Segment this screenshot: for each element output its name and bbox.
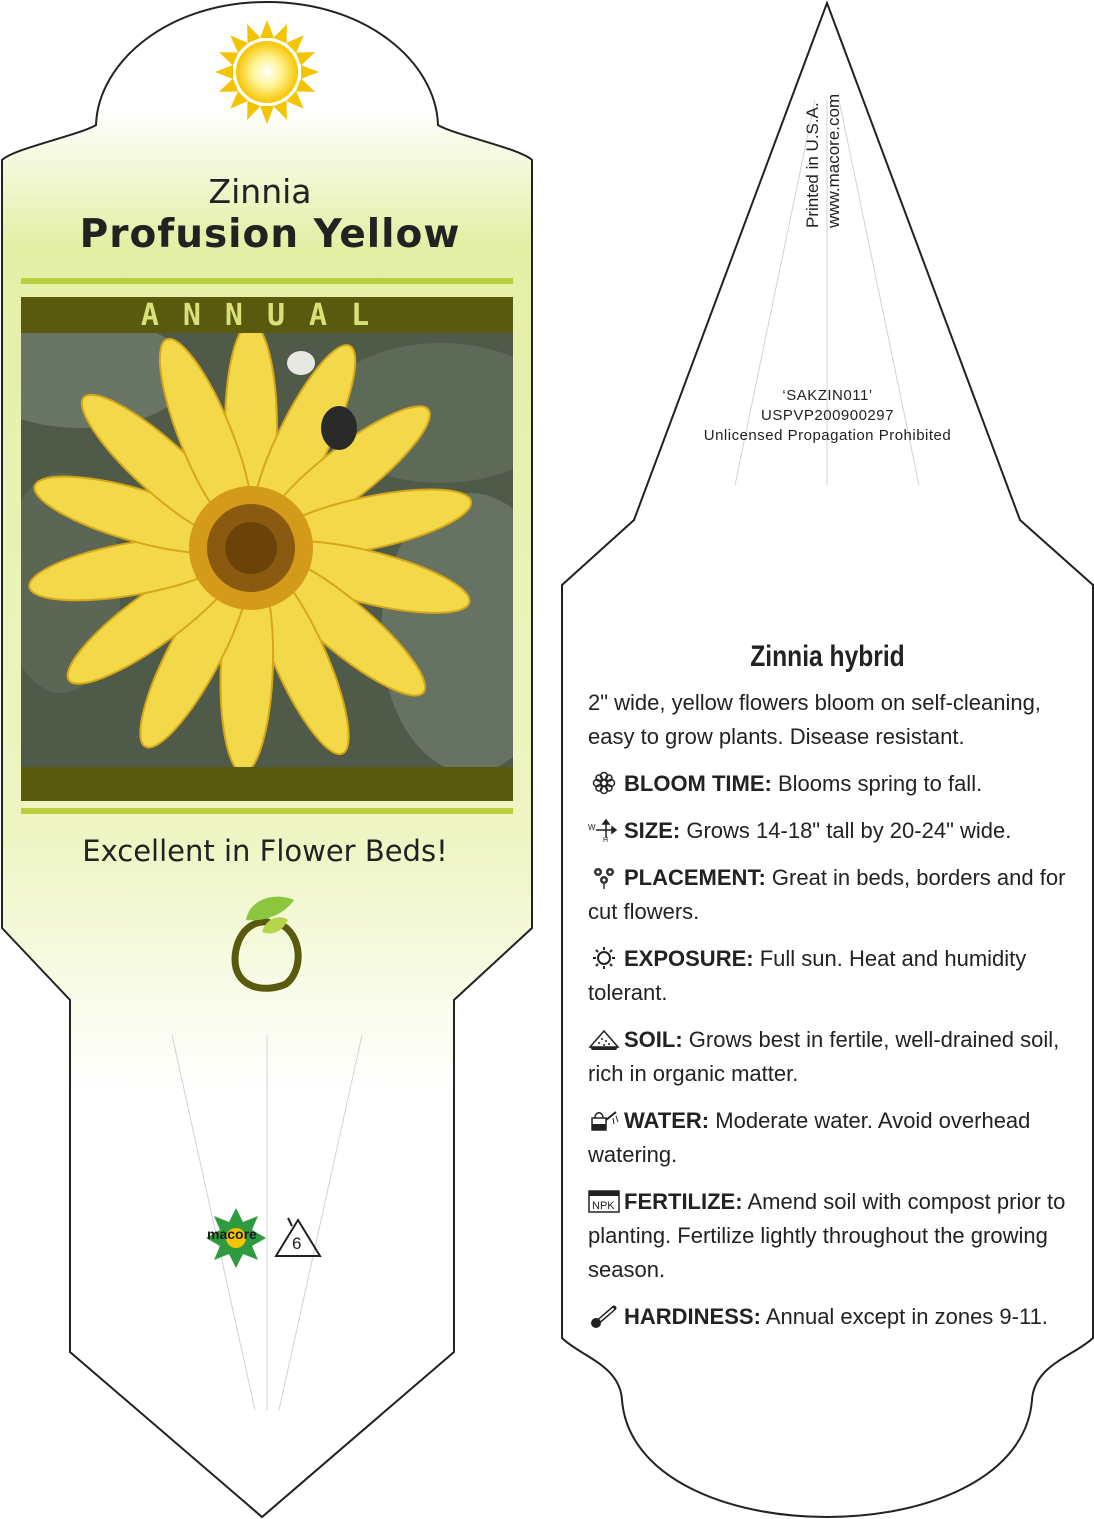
plant-cultivar: Profusion Yellow [79,212,461,257]
attribute-text: Amend soil with compost prior to planting. Fertilize lightly throughout the growing season. [588,1189,1066,1282]
attribute-soil [588,1023,1068,1091]
thermometer-icon [588,1304,620,1328]
patent-number: USPVP200900297 [761,407,894,424]
tagline: Excellent in Flower Beds! [82,834,448,868]
attribute-text: Full sun. Heat and humidity tolerant. [588,946,1027,1005]
attribute-placement [588,861,1068,929]
tagline-rule [21,808,513,814]
attribute-hardiness [588,1300,1068,1334]
attribute-text: Great in beds, borders and for cut flowers. [588,865,1066,924]
attribute-label: SOIL: [624,1027,683,1052]
plant-genus: Zinnia [208,172,312,211]
sun-outline-icon [588,946,620,970]
width-height-icon [588,818,620,842]
title-rule [21,278,513,284]
attribute-label: EXPOSURE: [624,946,754,971]
attribute-exposure [588,942,1068,1010]
attribute-label: FERTILIZE: [624,1189,743,1214]
recycle-code: 6 [292,1234,302,1253]
attribute-text: Blooms spring to fall. [778,771,983,796]
attribute-label: HARDINESS: [624,1304,761,1329]
sun-icon [215,20,319,124]
printing-info [802,94,844,228]
plant-category: ANNUAL [140,298,394,333]
attribute-label: PLACEMENT: [624,865,766,890]
attribute-size [588,814,1068,848]
website: www.macore.com [824,93,843,228]
photo-bottom-band [21,765,513,801]
attribute-text: Moderate water. Avoid overhead watering. [588,1108,1031,1167]
svg-text:H: H [603,837,609,842]
flower-group-icon [588,865,620,889]
brand-logo-text: macore [207,1226,257,1242]
scientific-name: Zinnia hybrid [750,640,905,673]
care-info [588,686,1068,1347]
attribute-text: Annual except in zones 9-11. [765,1304,1048,1329]
attribute-bloom-time [588,767,1068,801]
legal-block [650,386,1005,446]
attribute-label: BLOOM TIME: [624,771,772,796]
attribute-water [588,1104,1068,1172]
attribute-text: Grows best in fertile, well-drained soil, rich in organic matter. [588,1027,1060,1086]
flower-photo [21,333,513,767]
description: 2" wide, yellow flowers bloom on self-cleaning, easy to grow plants. Disease resistant. [588,690,1041,749]
npk-icon [588,1189,620,1213]
attribute-label: WATER: [624,1108,710,1133]
variety-code: ‘SAKZIN011’ [782,387,873,404]
propagation-notice: Unlicensed Propagation Prohibited [703,427,952,444]
attribute-label: SIZE: [624,818,681,843]
svg-text:W: W [588,823,596,832]
attribute-text: Grows 14-18" tall by 20-24" wide. [686,818,1012,843]
svg-text:NPK: NPK [592,1200,615,1212]
soil-icon [588,1027,620,1051]
print-note: Printed in U.S.A. [803,102,822,228]
watering-can-icon [588,1108,620,1132]
attribute-fertilize [588,1185,1068,1287]
flower-icon [588,771,620,795]
